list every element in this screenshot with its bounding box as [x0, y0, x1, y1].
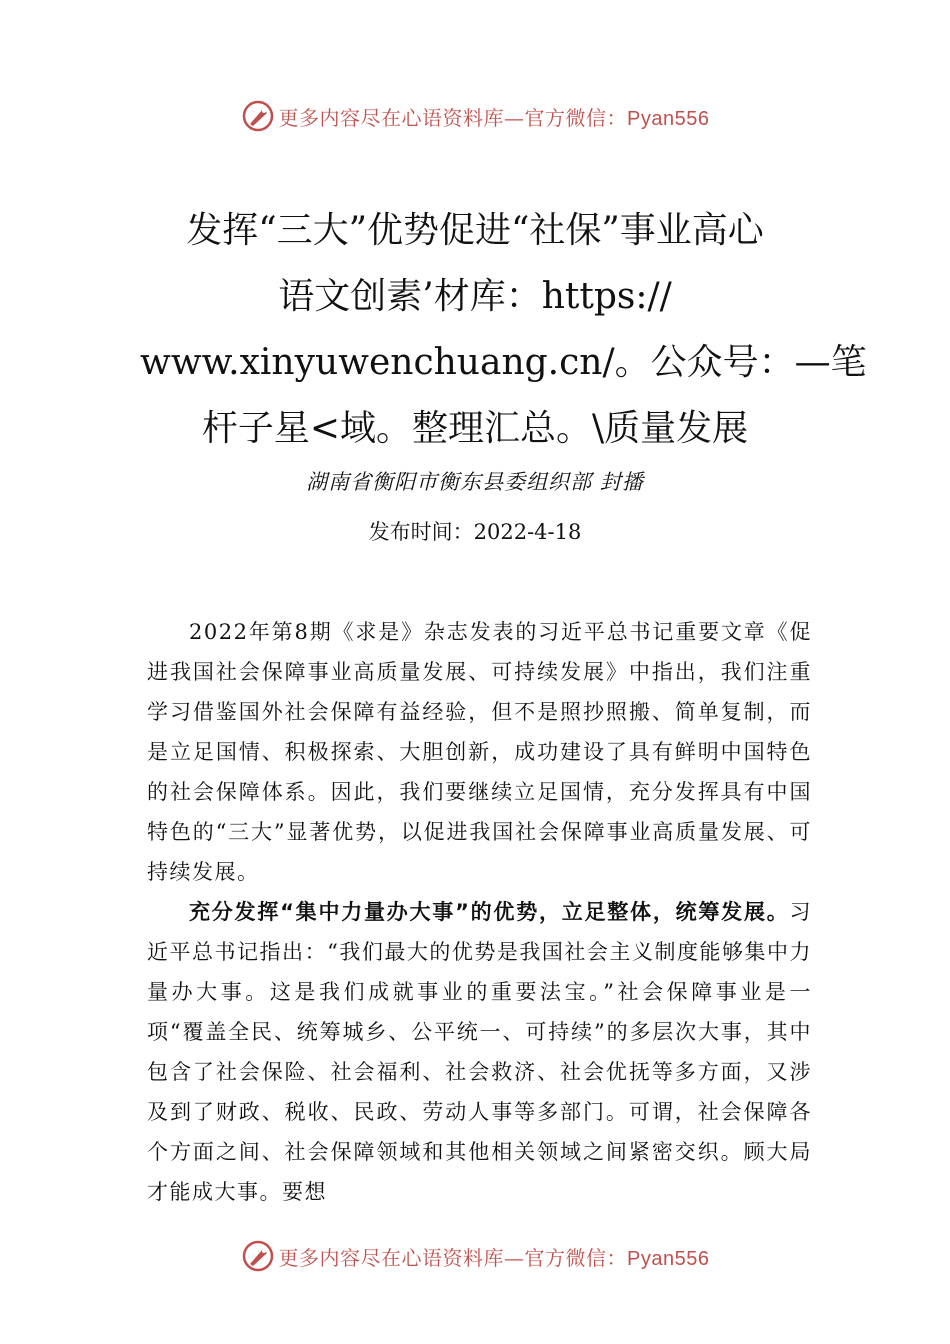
- article-body: [147, 612, 812, 1212]
- watermark-wechat-id: Pyan556: [627, 107, 710, 130]
- title-line-2: 语文创素’材库：https://: [278, 276, 672, 317]
- paragraph-2-lead: 充分发挥“集中力量办大事”的优势，立足整体，统筹发展。: [189, 900, 790, 924]
- paragraph-2-body: 习近平总书记指出：“我们最大的优势是我国社会主义制度能够集中力量办大事。这是我们成就事业的重要法宝。”社会保障事业是一项“覆盖全民、统筹城乡、公平统一、可持续”的多层次大事，其中包含了社会保险、社会福利、社会救济、社会优抚等多方面，又涉及到了财政、税收、民政、劳动人事等多部门。可谓，社会保障各个方面之间、社会保障领域和其他相关领域之间紧密交织。顾大局才能成大事。要想: [147, 900, 812, 1204]
- watermark-banner-bottom: [0, 1236, 950, 1276]
- article-title: [140, 198, 867, 462]
- paragraph-1: 2022年第8期《求是》杂志发表的习近平总书记重要文章《促进我国社会保障事业高质量发展、可持续发展》中指出，我们注重学习借鉴国外社会保障有益经验，但不是照抄照搬、简单复制，而是立足国情、积极探索、大胆创新，成功建设了具有鲜明中国特色的社会保障体系。因此，我们要继续立足国情，充分发挥具有中国特色的“三大”显著优势，以促进我国社会保障事业高质量发展、可持续发展。: [147, 620, 812, 884]
- title-line-4: 杆子星<域。整理汇总。\质量发展: [201, 408, 749, 449]
- title-line-1: 发挥“三大”优势促进“社保”事业高心: [186, 210, 764, 251]
- paragraph-2: [147, 892, 812, 1212]
- watermark-banner-top: [0, 96, 950, 136]
- pen-nib-logo-icon: [241, 99, 275, 133]
- title-line-3: www.xinyuwenchuang.cn/。公众号：—笔: [140, 342, 867, 383]
- publish-date: 发布时间：2022-4-18: [368, 520, 582, 544]
- pen-nib-logo-icon: [241, 1239, 275, 1273]
- watermark-text: 更多内容尽在心语资料库—官方微信：Pyan556: [278, 105, 710, 130]
- watermark-text: 更多内容尽在心语资料库—官方微信：Pyan556: [278, 1245, 710, 1270]
- watermark-wechat-id: Pyan556: [627, 1247, 710, 1270]
- article-author: 湖南省衡阳市衡东县委组织部 封播: [306, 470, 644, 494]
